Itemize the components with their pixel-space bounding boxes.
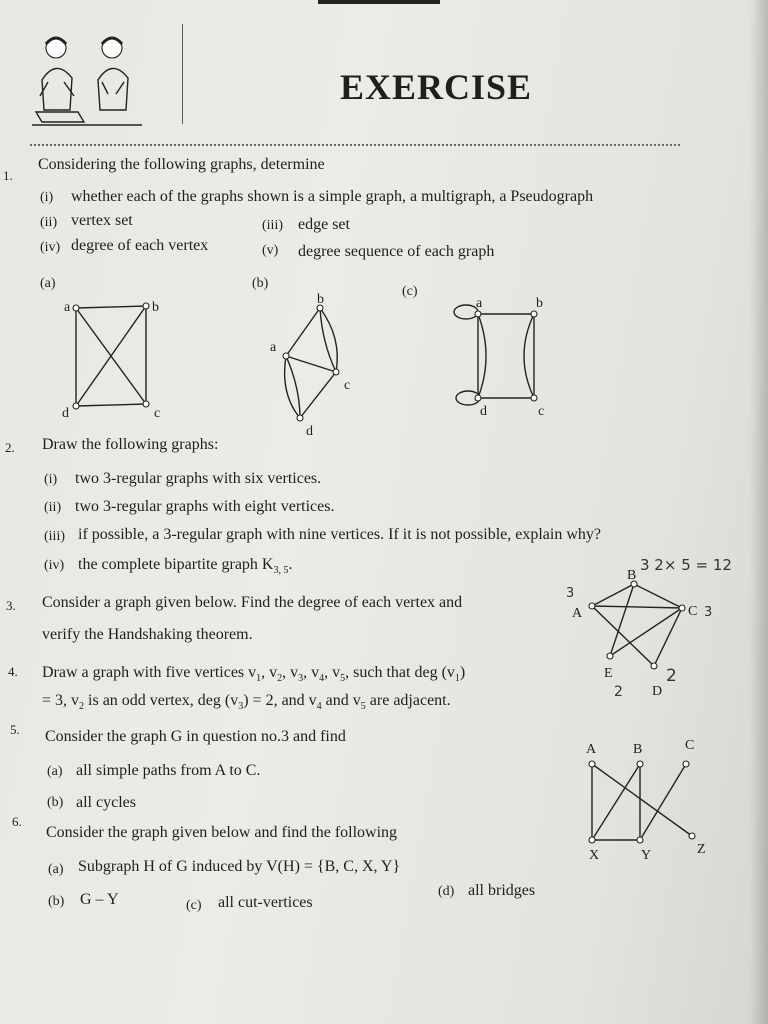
q3-line2: verify the Handshaking theorem. — [42, 626, 253, 643]
graph-b-vertex-a: a — [270, 340, 277, 355]
q4-number: 4. — [8, 664, 18, 679]
graph-c-vertex-c: c — [538, 404, 545, 419]
q4-line1-b: such that deg (v — [353, 664, 455, 681]
q3-handwritten-d: 2 — [666, 666, 677, 686]
q5-b-label: (b) — [47, 795, 64, 810]
q6-c-label: (c) — [186, 898, 202, 913]
q3-number: 3. — [6, 598, 16, 613]
q4-line1: Draw a graph with five vertices $v_1$, $v_2$, $v_3$, $v_4$, $v_5$, such that deg $(v_1)$ — [42, 664, 466, 685]
graph-b-vertex-b: b — [317, 292, 324, 307]
q1-v-text: degree sequence of each graph — [298, 243, 495, 260]
q4-line2-e: are adjacent. — [365, 692, 451, 709]
q6-d-text: all bridges — [468, 882, 536, 899]
q6-vertex-y: Y — [641, 848, 652, 863]
q3-vertex-c: C — [688, 604, 698, 619]
q2-iii-label: (iii) — [44, 529, 65, 544]
graph-b-vertex-d: d — [306, 424, 313, 439]
q6-vertex-a: A — [586, 742, 597, 757]
q6-b-text: G – Y — [80, 891, 119, 908]
q1-iii-label: (iii) — [262, 218, 283, 233]
q2-iv-end: . — [288, 556, 293, 573]
graph-a-vertex-d: d — [62, 406, 69, 421]
q4-line2-c: ) = 2, and v — [243, 692, 317, 709]
q4-line1-a: Draw a graph with five vertices v — [42, 664, 257, 681]
q2-iii-text: if possible, a 3-regular graph with nine vertices. If it is not possible, explain why? — [78, 526, 601, 543]
graph-a-label: (a) — [40, 276, 56, 291]
q2-iv-subscript: 3, 5 — [273, 565, 289, 577]
q2-text: Draw the following graphs: — [42, 436, 219, 453]
q1-i-label: (i) — [40, 190, 54, 205]
students-illustration — [28, 30, 146, 126]
q6-d-label: (d) — [438, 884, 455, 899]
q6-vertex-z: Z — [697, 842, 706, 857]
q1-text: Considering the following graphs, determine — [38, 156, 325, 173]
graph-c-vertex-d: d — [480, 404, 487, 419]
header-rule — [30, 144, 680, 146]
page-title: EXERCISE — [340, 67, 533, 107]
q3-vertex-e: E — [604, 666, 613, 681]
q1-ii-label: (ii) — [40, 215, 58, 230]
q3-handwritten-c: 3 — [704, 605, 713, 620]
graph-b — [270, 298, 360, 428]
q2-iv-label: (iv) — [44, 558, 65, 573]
q3-vertex-a: A — [572, 606, 583, 621]
q4-line2-b: is an odd vertex, deg (v — [84, 692, 239, 709]
graph-a-vertex-a: a — [64, 300, 71, 315]
q2-ii-text: two 3-regular graphs with eight vertices. — [75, 498, 335, 515]
q6-a-text: Subgraph H of G induced by V(H) = {B, C, X, Y} — [78, 858, 401, 875]
q1-iii-text: edge set — [298, 216, 350, 233]
graph-c-label: (c) — [402, 284, 418, 299]
q3-line1: Consider a graph given below. Find the degree of each vertex and — [42, 594, 463, 611]
q2-i-label: (i) — [44, 472, 58, 487]
q5-text: Consider the graph G in question no.3 and find — [45, 728, 346, 745]
top-border — [318, 0, 440, 4]
q2-i-text: two 3-regular graphs with six vertices. — [75, 470, 322, 487]
q5-a-text: all simple paths from A to C. — [76, 762, 261, 779]
q6-c-text: all cut-vertices — [218, 894, 313, 911]
graph-b-vertex-c: c — [344, 378, 351, 393]
q1-ii-text: vertex set — [71, 212, 133, 229]
q6-graph — [582, 756, 702, 856]
q3-handwritten-e: 2 — [614, 684, 623, 700]
header-divider — [182, 24, 183, 124]
q3-handwritten-total: 3 2× 5 = 12 — [640, 556, 732, 574]
graph-b-label: (b) — [252, 276, 269, 291]
q4-line2-a: = 3, v — [42, 692, 80, 709]
q6-text: Consider the graph given below and find the following — [46, 824, 398, 841]
q3-graph — [584, 574, 694, 674]
q1-iv-text: degree of each vertex — [71, 237, 209, 254]
q5-number: 5. — [10, 722, 20, 737]
q6-vertex-b: B — [633, 742, 643, 757]
q4-line2-d: and v — [321, 692, 361, 709]
q2-number: 2. — [5, 440, 15, 455]
q4-line1-c: ) — [459, 664, 466, 681]
q5-b-text: all cycles — [76, 794, 136, 811]
q4-line2: = 3, $v_2$ is an odd vertex, deg $(v_3) = 2$, and $v_4$ and $v_5$ are adjacent. — [42, 692, 451, 713]
q6-b-label: (b) — [48, 894, 65, 909]
q1-i-text: whether each of the graphs shown is a simple graph, a multigraph, a Pseudograph — [71, 188, 594, 205]
q3-vertex-b: B — [627, 568, 637, 583]
q2-iv-main: the complete bipartite graph K — [78, 556, 274, 573]
graph-c — [448, 300, 548, 410]
q2-ii-label: (ii) — [44, 500, 62, 515]
graph-c-vertex-b: b — [536, 296, 543, 311]
q3-vertex-d: D — [652, 684, 663, 699]
q1-v-label: (v) — [262, 243, 279, 258]
q6-vertex-x: X — [589, 848, 600, 863]
q6-a-label: (a) — [48, 862, 64, 877]
q1-number: 1. — [3, 168, 13, 183]
q3-handwritten-a: 3 — [566, 586, 575, 601]
q6-number: 6. — [12, 814, 22, 829]
q5-a-label: (a) — [47, 764, 63, 779]
q2-iv-text — [78, 556, 292, 576]
q1-iv-label: (iv) — [40, 240, 61, 255]
graph-c-vertex-a: a — [476, 296, 483, 311]
q6-vertex-c: C — [685, 738, 695, 753]
graph-a-vertex-b: b — [152, 300, 159, 315]
graph-a-vertex-c: c — [154, 406, 161, 421]
